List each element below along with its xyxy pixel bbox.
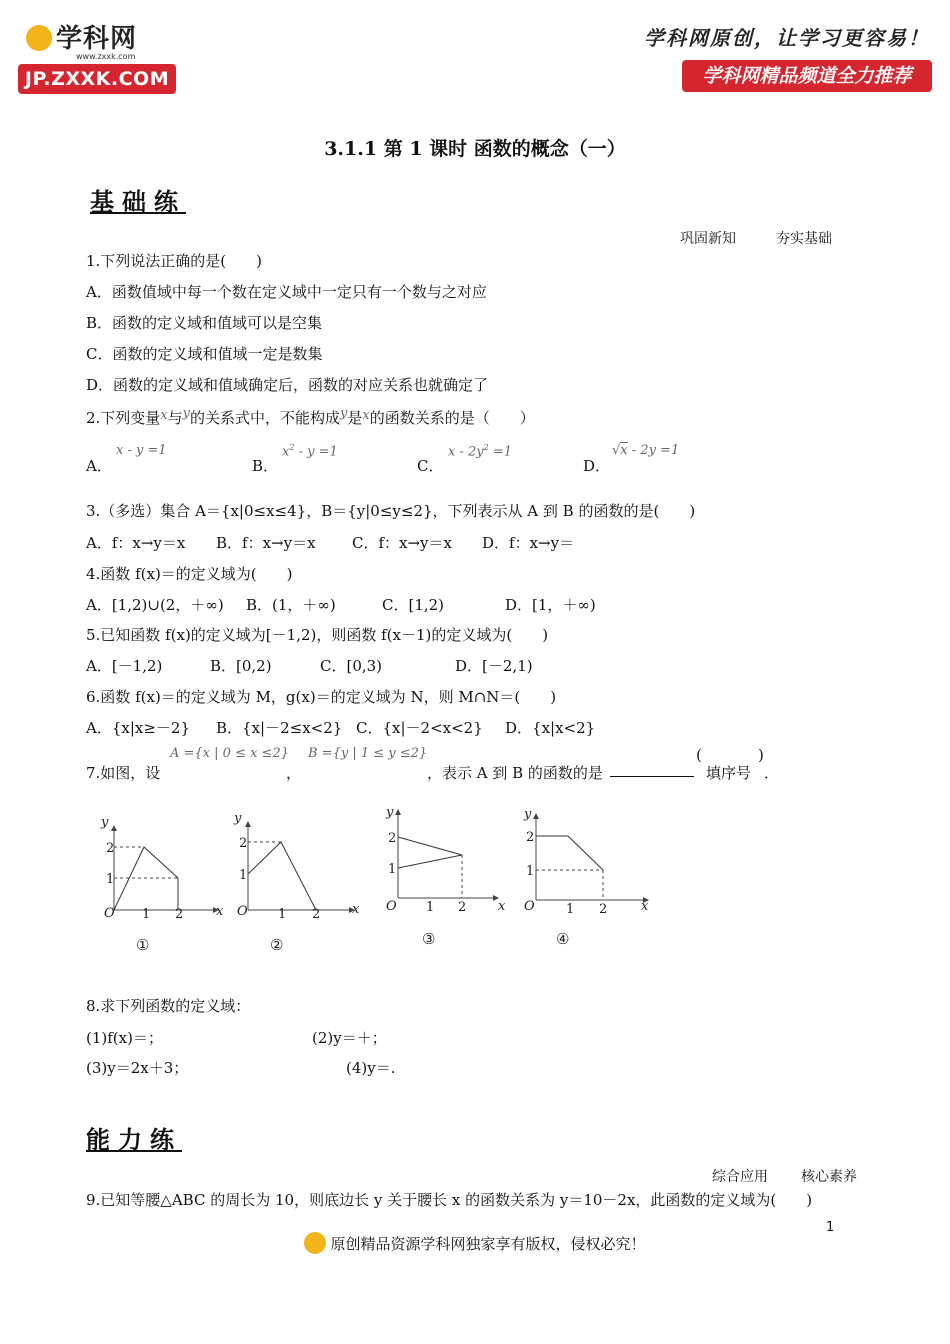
graph-3 — [385, 805, 506, 948]
question-6-option-a: A．{x|x≥－2} — [86, 719, 191, 737]
question-5-option-b: B．[0,2) — [210, 657, 272, 675]
header-slogan: 学科网原创，让学习更容易！ — [644, 26, 930, 50]
question-8-part-4: (4)y＝. — [346, 1059, 396, 1077]
tick-label: 2 — [458, 900, 467, 915]
axis-label: y — [101, 815, 109, 830]
graph-label: ③ — [422, 930, 436, 948]
tick-label: 1 — [106, 872, 115, 887]
question-4-option-b: B．(1，＋∞) — [246, 596, 336, 614]
question-1-option-a: A．函数值域中每一个数在定义域中一定只有一个数与之对应 — [86, 283, 487, 301]
axis-label: y — [524, 807, 532, 822]
tick-label: 1 — [426, 900, 435, 915]
question-7-set-b: B ={y | 1 ≤ y ≤2} — [308, 746, 428, 761]
tick-label: 2 — [239, 836, 248, 851]
tick-label: 2 — [526, 830, 535, 845]
question-6-option-d: D．{x|x<2} — [505, 719, 596, 737]
origin-label: O — [237, 904, 248, 919]
tick-label: 2 — [175, 907, 184, 922]
question-2-option-b-label: B． — [252, 457, 279, 475]
question-7-fill-hint: 填序号 — [706, 764, 752, 782]
graph-4 — [523, 807, 649, 948]
question-2-option-a-label: A． — [86, 457, 112, 475]
origin-label: O — [104, 906, 115, 921]
question-9-stem: 9.已知等腰△ABC 的周长为 10，则底边长 y 关于腰长 x 的函数关系为 y＝10－2x，此函数的定义域为( ) — [86, 1191, 813, 1209]
section-tag: 夯实基础 — [776, 231, 832, 247]
tick-label: 2 — [388, 831, 397, 846]
question-1-option-b: B．函数的定义域和值域可以是空集 — [86, 314, 323, 332]
question-7-set-a: A ={x | 0 ≤ x ≤2} — [170, 746, 289, 761]
question-5-option-d: D．[－2,1) — [455, 657, 533, 675]
question-2-option-a-expr: x - y =1 — [116, 443, 167, 458]
page-number: 1 — [826, 1220, 835, 1235]
question-2-option-d-expr: √x - 2y =1 — [612, 443, 680, 458]
question-2-option-c-expr: $x - 2y^2 =1$ — [448, 443, 512, 460]
question-1-stem: 1.下列说法正确的是( ) — [86, 252, 263, 270]
mascot-icon — [26, 25, 52, 51]
question-6-stem: 6.函数 f(x)＝的定义域为 M，g(x)＝的定义域为 N，则 M∩N＝( ) — [86, 688, 557, 706]
section-heading-basic: 基础练 — [90, 188, 186, 216]
question-5-option-a: A．[－1,2) — [86, 657, 163, 675]
footer-copyright: 原创精品资源学科网独家享有版权，侵权必究！ — [0, 1232, 950, 1254]
question-8-stem: 8.求下列函数的定义域： — [86, 997, 251, 1015]
site-logo[interactable] — [18, 18, 183, 100]
section-tag: 巩固新知 — [680, 231, 736, 247]
origin-label: O — [386, 899, 397, 914]
question-7-paren-right: ) — [758, 746, 764, 764]
question-8-part-3: (3)y＝2x＋3； — [86, 1059, 189, 1077]
mascot-icon — [304, 1232, 326, 1254]
question-6-option-c: C．{x|－2<x<2} — [356, 719, 483, 737]
question-7-comma: ， — [286, 764, 302, 782]
question-2-option-c-label: C． — [417, 457, 444, 475]
question-2-stem: 2.下列变量x与y的关系式中，不能构成y是x的函数关系的是（ ） — [86, 406, 535, 427]
question-8-part-1: (1)f(x)＝； — [86, 1029, 163, 1047]
question-1-option-d: D．函数的定义域和值域确定后，函数的对应关系也就确定了 — [86, 376, 489, 394]
question-4-option-c: C．[1,2) — [382, 596, 445, 614]
axis-label: x — [498, 899, 506, 914]
graph-label: ① — [136, 936, 150, 954]
question-3-option-d: D．f：x→y＝ — [482, 534, 575, 552]
function-graphs — [96, 800, 656, 960]
question-4-option-d: D．[1，＋∞) — [505, 596, 596, 614]
section-heading-ability: 能力练 — [86, 1126, 182, 1154]
logo-badge[interactable]: JP.ZXXK.COM — [18, 64, 176, 94]
origin-label: O — [524, 899, 535, 914]
tick-label: 1 — [239, 868, 248, 883]
tick-label: 1 — [566, 902, 575, 917]
graph-2 — [233, 811, 360, 954]
question-6-option-b: B．{x|－2≤x<2} — [216, 719, 343, 737]
question-3-option-b: B．f：x→y＝x — [216, 534, 316, 552]
question-3-option-a: A．f：x→y＝x — [86, 534, 186, 552]
axis-label: y — [234, 811, 242, 826]
question-5-option-c: C．[0,3) — [320, 657, 383, 675]
axis-label: x — [216, 904, 224, 919]
tick-label: 2 — [312, 907, 321, 922]
tick-label: 1 — [142, 907, 151, 922]
answer-blank[interactable] — [610, 762, 694, 781]
logo-wordmark: 学科网 — [26, 18, 137, 55]
axis-label: x — [352, 902, 360, 917]
tick-label: 2 — [599, 902, 608, 917]
question-8-part-2: (2)y＝＋； — [312, 1029, 387, 1047]
question-3-option-c: C．f：x→y＝x — [352, 534, 452, 552]
question-7-period: ． — [764, 764, 780, 782]
question-7-stem-mid: ，表示 A 到 B 的函数的是 — [427, 764, 603, 782]
tick-label: 1 — [388, 862, 397, 877]
page-title: 3.1.1 第 1 课时 函数的概念（一） — [324, 138, 626, 160]
question-2-option-b-expr: $x^2 - y =1$ — [282, 443, 338, 460]
logo-url: www.zxxk.com — [76, 52, 136, 61]
tick-label: 2 — [106, 841, 115, 856]
graph-1 — [100, 815, 224, 954]
slogan-badge: 学科网精品频道全力推荐 — [682, 60, 932, 92]
graph-label: ④ — [556, 930, 570, 948]
question-7-stem-pre: 7.如图，设 — [86, 764, 161, 782]
tick-label: 1 — [278, 907, 287, 922]
axis-label: y — [386, 805, 394, 820]
question-7-paren-left: ( — [696, 746, 702, 764]
section-tag: 核心素养 — [801, 1169, 857, 1185]
question-2-option-d-label: D． — [583, 457, 611, 475]
section-tag: 综合应用 — [712, 1169, 768, 1185]
question-4-stem: 4.函数 f(x)＝的定义域为( ) — [86, 565, 293, 583]
axis-label: x — [641, 899, 649, 914]
question-3-stem: 3.（多选）集合 A＝{x|0≤x≤4}，B＝{y|0≤y≤2}，下列表示从 A 到 B 的函数的是( ) — [86, 502, 696, 520]
question-4-option-a: A．[1,2)∪(2，＋∞) — [86, 596, 224, 614]
question-1-option-c: C．函数的定义域和值域一定是数集 — [86, 345, 323, 363]
graph-label: ② — [270, 936, 284, 954]
question-5-stem: 5.已知函数 f(x)的定义域为[－1,2)，则函数 f(x－1)的定义域为( ) — [86, 626, 549, 644]
tick-label: 1 — [526, 864, 535, 879]
